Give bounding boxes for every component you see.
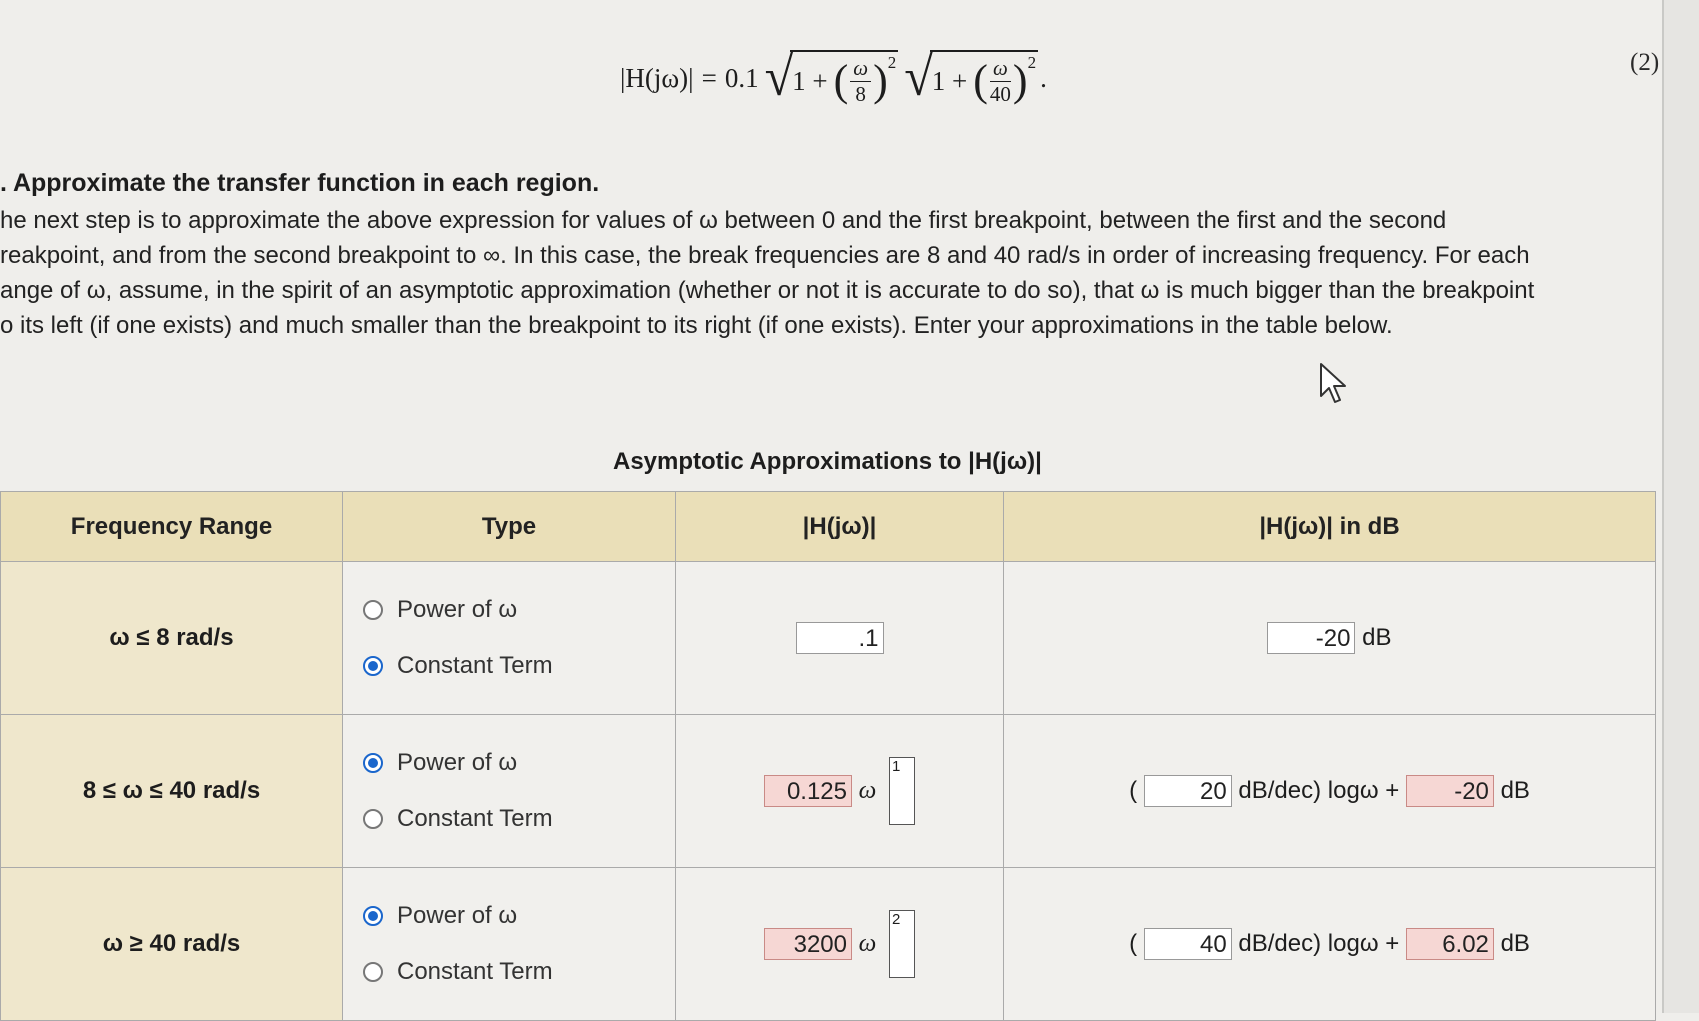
magnitude-cell: [676, 868, 1004, 1021]
sqrt-symbol: √: [904, 47, 933, 108]
fraction-omega-40: $\frac{\omega}{40}$: [989, 55, 1011, 106]
slope-input[interactable]: 20: [1144, 775, 1232, 807]
db-unit: dB: [1500, 777, 1530, 804]
header-frequency-range: Frequency Range: [1, 492, 343, 562]
instructions-line: reakpoint, and from the second breakpoint to ∞. In this case, the break frequencies are 8 and 40 rad/s in order of increasing frequency. For each: [0, 242, 1530, 269]
radicand-2: 1 + ( $\frac{\omega}{40}$ ) 2: [930, 50, 1038, 107]
instructions-line: ange of ω, assume, in the spirit of an asymptotic approximation (whether or not it is accurate to do so), that ω is much bigger than the breakpoint: [0, 277, 1535, 304]
type-cell: [343, 868, 676, 1021]
radio-power-of-omega[interactable]: [363, 589, 674, 631]
magnitude-cell: [676, 562, 1004, 715]
radio-label: Power of ω: [397, 596, 518, 623]
radio-button[interactable]: [363, 962, 383, 982]
section-heading: . Approximate the transfer function in each region.: [0, 169, 600, 197]
radio-button-selected[interactable]: [363, 906, 383, 926]
radio-label: Power of ω: [397, 902, 518, 929]
db-cell: [1004, 562, 1656, 715]
table-caption: Asymptotic Approximations to |H(jω)|: [613, 448, 1042, 475]
magnitude-cell: [676, 715, 1004, 868]
radio-button[interactable]: [363, 600, 383, 620]
radio-constant-term[interactable]: [363, 798, 674, 840]
table-row: [1, 715, 1656, 868]
open-paren: (: [1129, 777, 1138, 804]
equation-root-2: [904, 47, 1038, 108]
transfer-function-equation: |H(jω)| = 0.1 √ 1 + ( $\frac{\omega}{8}$ ) 2 √ 1 + ( $\frac{\omega}{40}$ ) 2 .: [620, 47, 1047, 108]
open-paren: (: [1129, 930, 1138, 957]
equation-lhs: |H(jω)|: [620, 62, 694, 93]
radio-button-selected[interactable]: [363, 656, 383, 676]
db-per-decade-label: dB/dec) logω +: [1238, 930, 1400, 957]
db-cell: [1004, 868, 1656, 1021]
radio-power-of-omega[interactable]: [363, 742, 674, 784]
coefficient-input[interactable]: 0.125: [764, 775, 852, 807]
type-cell: [343, 562, 676, 715]
mouse-pointer-icon: [1318, 362, 1350, 406]
radio-label: Constant Term: [397, 958, 553, 985]
approximations-table: [0, 491, 1656, 1021]
intercept-input[interactable]: 6.02: [1406, 928, 1494, 960]
coefficient-input[interactable]: 3200: [764, 928, 852, 960]
sqrt-symbol: √: [764, 47, 794, 108]
radio-button[interactable]: [363, 809, 383, 829]
instructions-line: he next step is to approximate the above expression for values of ω between 0 and the first breakpoint, between the first and the second: [0, 207, 1447, 234]
omega-symbol: ω: [858, 777, 877, 804]
db-unit: dB: [1500, 930, 1530, 957]
table-row: [1, 868, 1656, 1021]
exponent-input[interactable]: 2: [889, 910, 915, 978]
equation-gain: 0.1: [724, 62, 759, 93]
radio-power-of-omega[interactable]: [363, 895, 674, 937]
radio-button-selected[interactable]: [363, 753, 383, 773]
header-type: Type: [343, 492, 676, 562]
fraction-omega-8: $\frac{\omega}{8}$: [850, 56, 871, 107]
type-cell: [343, 715, 676, 868]
db-unit: dB: [1362, 624, 1392, 651]
magnitude-input[interactable]: .1: [796, 622, 884, 654]
radio-constant-term[interactable]: [363, 645, 674, 687]
radicand-1: 1 + ( $\frac{\omega}{8}$ ) 2: [790, 50, 898, 107]
radio-label: Power of ω: [397, 749, 518, 776]
header-magnitude: |H(jω)|: [676, 492, 1004, 562]
page-margin: [1664, 0, 1699, 1013]
equation-root-1: [764, 47, 899, 108]
exponent-input[interactable]: 1: [889, 757, 915, 825]
equation-equals: =: [701, 62, 717, 93]
db-input[interactable]: -20: [1267, 622, 1355, 654]
db-cell: [1004, 715, 1656, 868]
range-cell: ω ≤ 8 rad/s: [1, 562, 343, 715]
radio-label: Constant Term: [397, 652, 553, 679]
db-per-decade-label: dB/dec) logω +: [1238, 777, 1400, 804]
header-magnitude-db: |H(jω)| in dB: [1004, 492, 1656, 562]
table-row: [1, 562, 1656, 715]
table-header-row: [1, 492, 1656, 562]
radio-label: Constant Term: [397, 805, 553, 832]
instructions-line: o its left (if one exists) and much smaller than the breakpoint to its right (if one exists). Enter your approximations in the table below.: [0, 312, 1393, 339]
radio-constant-term[interactable]: [363, 951, 674, 993]
range-cell: 8 ≤ ω ≤ 40 rad/s: [1, 715, 343, 868]
intercept-input[interactable]: -20: [1406, 775, 1494, 807]
equation-number: (2): [1630, 49, 1660, 76]
omega-symbol: ω: [858, 930, 877, 957]
instructions-paragraph: [0, 203, 1660, 343]
range-cell: ω ≥ 40 rad/s: [1, 868, 343, 1021]
slope-input[interactable]: 40: [1144, 928, 1232, 960]
